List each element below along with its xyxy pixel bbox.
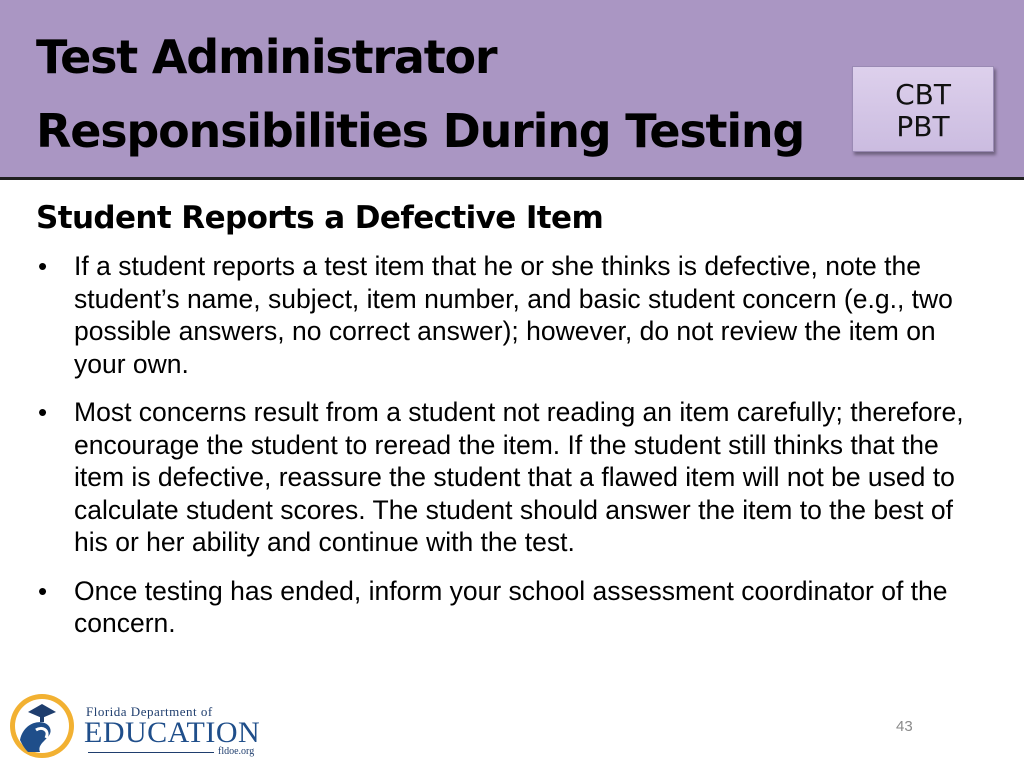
bullet-icon: • [38,251,48,281]
bullet-list [36,250,986,640]
bullet-icon: • [38,575,48,606]
logo-divider [88,752,214,753]
slide-header [0,0,1024,180]
bullet-text: If a student reports a test item that he or she thinks is defective, note the student’s name, subject, item number, and basic student concern (e.g., two possible answers, no correct answer); however, do not review the item on your own. [74,251,953,379]
bullet-item [36,250,986,380]
bullet-text: Most concerns result from a student not reading an item carefully; therefore, encourage the student to reread the item. If the student still thinks that the item is defective, reassure the student that a flawed item will not be used to calculate student scores. The student should answer the item to the best of his or her ability and continue with the test. [74,397,964,557]
logo-text-department: Florida Department of [86,704,213,719]
bullet-text: Once testing has ended, inform your school assessment coordinator of the concern. [74,575,948,638]
fldoe-logo [6,690,266,762]
title-line-2: Responsibilities During Testing [36,104,805,158]
cbt-pbt-badge [852,66,994,152]
page-number: 43 [896,718,913,735]
badge-line-pbt: PBT [896,110,950,143]
logo-url: fldoe.org [218,746,255,757]
logo-text-education: EDUCATION [84,716,261,749]
badge-line-cbt: CBT [895,78,951,111]
florida-sun-logo-icon [6,690,82,762]
slide-content [36,196,986,656]
bullet-item [36,396,986,559]
slide-title [36,20,836,168]
bullet-icon: • [38,397,48,427]
bullet-item [36,575,986,640]
section-heading: Student Reports a Defective Item [36,200,604,236]
title-line-1: Test Administrator [36,30,497,84]
